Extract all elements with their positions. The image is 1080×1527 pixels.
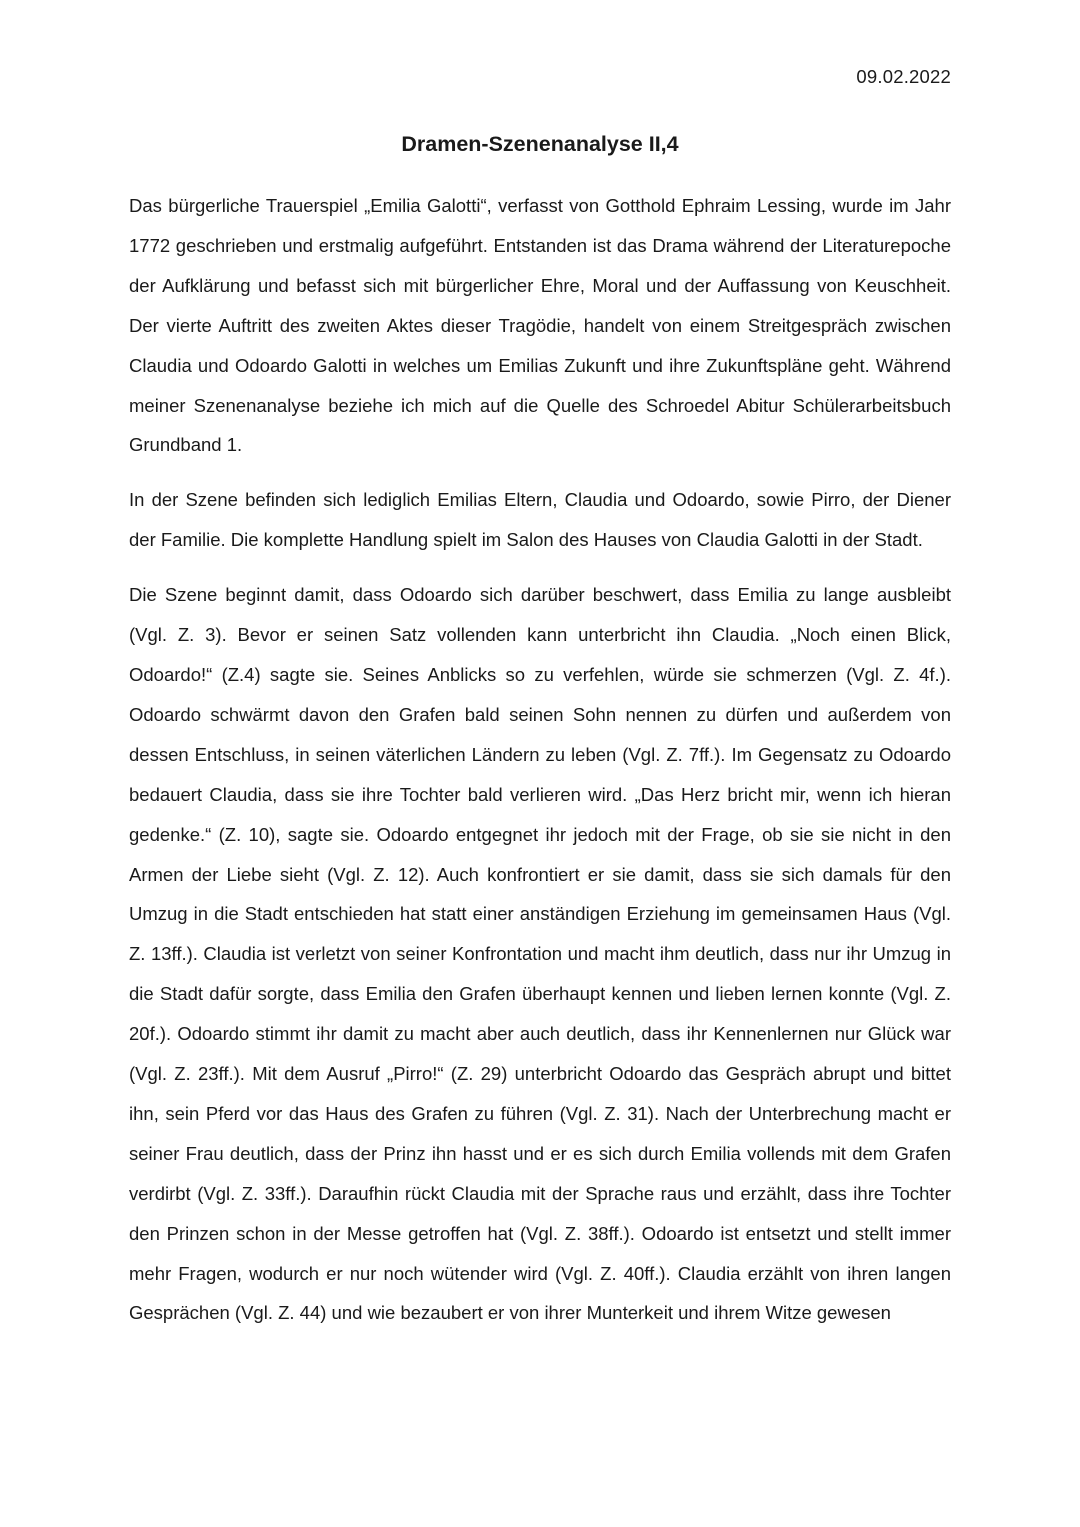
paragraph-introduction: Das bürgerliche Trauerspiel „Emilia Galotti“, verfasst von Gotthold Ephraim Lessing, wurde im Jahr 1772 geschrieben und erstmalig aufgeführt. Entstanden ist das Drama während der Literaturepoche der Aufklärung und befasst sich mit bürgerlicher Ehre, Moral und der Auffassung von Keuschheit. Der vierte Auftritt des zweiten Aktes dieser Tragödie, handelt von einem Streitgespräch zwischen Claudia und Odoardo Galotti in welches um Emilias Zukunft und ihre Zukunftspläne geht. Während meiner Szenenanalyse beziehe ich mich auf die Quelle des Schroedel Abitur Schülerarbeitsbuch Grundband 1. xyxy=(129,195,951,456)
document-title: Dramen-Szenenanalyse II,4 xyxy=(401,132,679,156)
document-date: 09.02.2022 xyxy=(856,66,951,87)
paragraph-characters-setting: In der Szene befinden sich lediglich Emilias Eltern, Claudia und Odoardo, sowie Pirro, der Diener der Familie. Die komplette Handlung spielt im Salon des Hauses von Claudia Galotti in der Stadt. xyxy=(129,489,951,551)
document-body xyxy=(129,186,951,1348)
paragraph-scene-summary: Die Szene beginnt damit, dass Odoardo sich darüber beschwert, dass Emilia zu lange ausbleibt (Vgl. Z. 3). Bevor er seinen Satz vollenden kann unterbricht ihn Claudia. „Noch einen Blick, Odoardo!“ (Z.4) sagte sie. Seines Anblicks so zu verfehlen, würde sie schmerzen (Vgl. Z. 4f.). Odoardo schwärmt davon den Grafen bald seinen Sohn nennen zu dürfen und außerdem von dessen Entschluss, in seinen väterlichen Ländern zu leben (Vgl. Z. 7ff.). Im Gegensatz zu Odoardo bedauert Claudia, dass sie ihre Tochter bald verlieren wird. „Das Herz bricht mir, wenn ich hieran gedenke.“ (Z. 10), sagte sie. Odoardo entgegnet ihr jedoch mit der Frage, ob sie sie nicht in den Armen der Liebe sieht (Vgl. Z. 12). Auch konfrontiert er sie damit, dass sie sich damals für den Umzug in die Stadt entschieden hat statt einer anständigen Erziehung im gemeinsamen Haus (Vgl. Z. 13ff.). Claudia ist verletzt von seiner Konfrontation und macht ihm deutlich, dass nur ihr Umzug in die Stadt dafür sorgte, dass Emilia den Grafen überhaupt kennen und lieben lernen konnte (Vgl. Z. 20f.). Odoardo stimmt ihr damit zu macht aber auch deutlich, dass ihr Kennenlernen nur Glück war (Vgl. Z. 23ff.). Mit dem Ausruf „Pirro!“ (Z. 29) unterbricht Odoardo das Gespräch abrupt und bittet ihn, sein Pferd vor das Haus des Grafen zu führen (Vgl. Z. 31). Nach der Unterbrechung macht er seiner Frau deutlich, dass der Prinz ihn hasst und er es sich durch Emilia vollends mit dem Grafen verdirbt (Vgl. Z. 33ff.). Daraufhin rückt Claudia mit der Sprache raus und erzählt, dass ihre Tochter den Prinzen schon in der Messe getroffen hat (Vgl. Z. 38ff.). Odoardo ist entsetzt und stellt immer mehr Fragen, wodurch er nur noch wütender wird (Vgl. Z. 40ff.). Claudia erzählt von ihren langen Gesprächen (Vgl. Z. 44) und wie bezaubert er von ihrer Munterkeit und ihrem Witze gewesen xyxy=(129,584,951,1324)
